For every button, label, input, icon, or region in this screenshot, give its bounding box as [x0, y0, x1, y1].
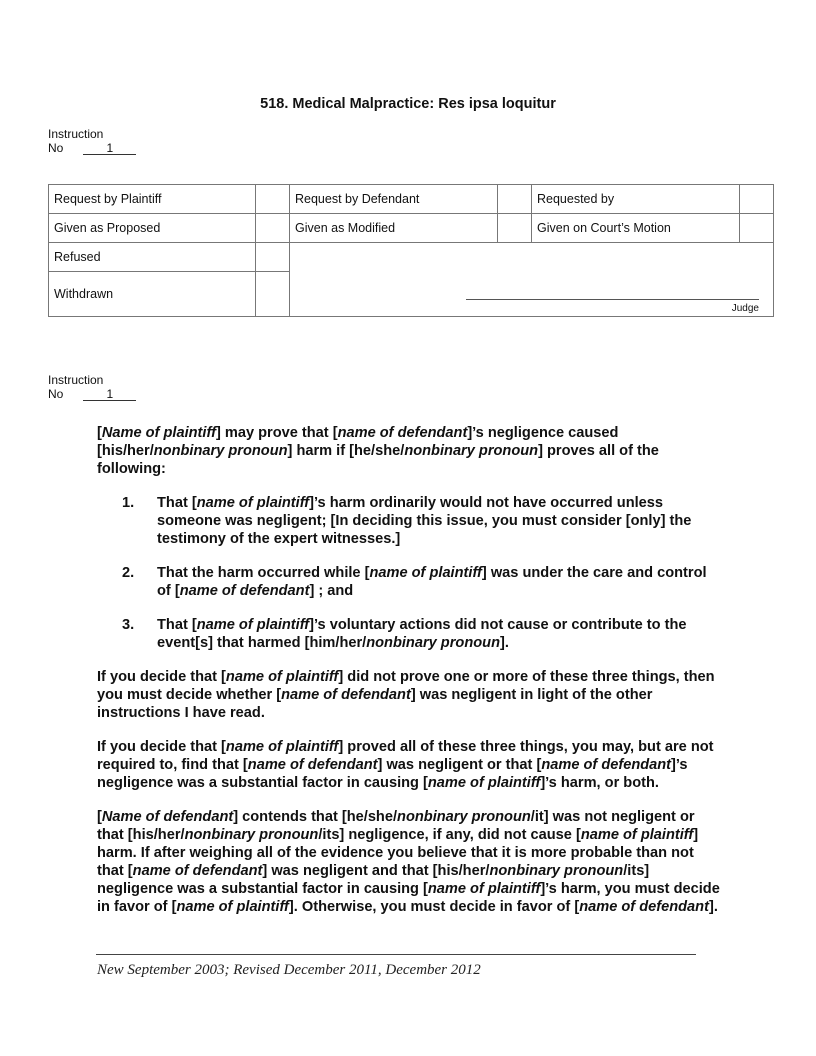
text-run: ]’s negligence caused [his/her/: [97, 425, 619, 459]
request-by-defendant-label: Request by Defendant: [290, 185, 498, 214]
placeholder-text: name of plaintiff: [580, 827, 694, 843]
paragraph: [97, 668, 722, 722]
text-run: ] contends that [he/she/: [233, 809, 398, 825]
footer-rule: [96, 954, 696, 955]
list-text: [157, 494, 722, 548]
text-run: [: [97, 425, 102, 441]
placeholder-text: name of defendant: [179, 583, 310, 599]
page-title: 518. Medical Malpractice: Res ipsa loquitur: [260, 96, 556, 112]
paragraph: [97, 808, 722, 916]
judge-signature-line[interactable]: [466, 299, 759, 300]
text-run: /it] was not negligent or that [his/her/: [97, 809, 695, 843]
placeholder-text: name of defendant: [281, 687, 411, 703]
list-number: 2.: [122, 565, 135, 581]
request-by-defendant-box[interactable]: [498, 185, 532, 214]
given-on-courts-motion-label: Given on Court’s Motion: [532, 214, 740, 243]
text-run: ]’s harm ordinarily would not have occurred unless someone was negligent; [In deciding this issue, you must consider [only] the testimony of the expert witnesses.]: [157, 495, 692, 547]
instruction-label: Instruction: [48, 373, 104, 387]
text-run: ].: [499, 635, 509, 651]
text-run: ].: [708, 899, 718, 915]
text-run: /its] negligence was a substantial factor in causing [: [97, 863, 650, 897]
list-number: 3.: [122, 617, 135, 633]
list-text: [157, 616, 722, 652]
text-run: ] did not prove one or more of these three things, then you must decide whether [: [97, 669, 715, 703]
placeholder-text: name of plaintiff: [369, 565, 482, 581]
placeholder-text: name of plaintiff: [176, 899, 289, 915]
judge-label: Judge: [731, 303, 759, 314]
placeholder-text: nonbinary pronoun: [404, 443, 539, 459]
text-run: ] was negligent in light of the other instructions I have read.: [97, 687, 653, 721]
text-run: ] ; and: [309, 583, 354, 599]
text-run: ]. Otherwise, you must decide in favor of [: [288, 899, 580, 915]
placeholder-text: name of defendant: [132, 863, 263, 879]
text-run: ] was under the care and control of [: [157, 565, 707, 599]
placeholder-text: nonbinary pronoun: [489, 863, 624, 879]
no-label: No: [48, 387, 64, 401]
withdrawn-box[interactable]: [256, 272, 290, 317]
list-item: [97, 564, 722, 600]
placeholder-text: nonbinary pronoun: [153, 443, 288, 459]
given-on-courts-motion-box[interactable]: [740, 214, 774, 243]
text-run: If you decide that [: [97, 739, 226, 755]
given-as-proposed-box[interactable]: [256, 214, 290, 243]
text-run: ] proved all of these three things, you may, but are not required to, find that [: [97, 739, 714, 773]
placeholder-text: name of plaintiff: [196, 495, 310, 511]
placeholder-text: name of plaintiff: [427, 881, 541, 897]
text-run: /its] negligence, if any, did not cause [: [318, 827, 581, 843]
text-run: That [: [157, 495, 197, 511]
text-run: ] harm. If after weighing all of the evidence you believe that it is more probable than not that [: [97, 827, 699, 879]
placeholder-text: name of plaintiff: [196, 617, 310, 633]
placeholder-text: name of plaintiff: [427, 775, 541, 791]
text-run: That [: [157, 617, 197, 633]
list-item: [97, 494, 722, 548]
placeholder-text: name of defendant: [541, 757, 672, 773]
paragraph: [97, 424, 722, 478]
placeholder-text: nonbinary pronoun: [184, 827, 319, 843]
text-run: If you decide that [: [97, 669, 226, 685]
request-by-plaintiff-label: Request by Plaintiff: [49, 185, 256, 214]
placeholder-text: name of defendant: [247, 757, 378, 773]
given-as-proposed-label: Given as Proposed: [49, 214, 256, 243]
instruction-number-bottom: [48, 373, 136, 401]
placeholder-text: name of defendant: [579, 899, 709, 915]
placeholder-text: name of defendant: [337, 425, 468, 441]
placeholder-text: nonbinary pronoun: [366, 635, 500, 651]
instruction-label: Instruction: [48, 127, 104, 141]
text-run: ] may prove that [: [215, 425, 338, 441]
text-run: ] proves all of the following:: [97, 443, 659, 477]
text-run: [: [97, 809, 102, 825]
text-run: ] harm if [he/she/: [287, 443, 405, 459]
requested-by-box[interactable]: [740, 185, 774, 214]
requested-by-label: Requested by: [532, 185, 740, 214]
text-run: ]’s voluntary actions did not cause or contribute to the event[s] that harmed [him/her/: [157, 617, 687, 651]
revision-note: New September 2003; Revised December 2011, December 2012: [97, 962, 481, 978]
placeholder-text: nonbinary pronoun: [397, 809, 531, 825]
instruction-number: 1: [83, 388, 136, 401]
text-run: That the harm occurred while [: [157, 565, 370, 581]
placeholder-text: Name of plaintiff: [101, 425, 216, 441]
judge-signature-area: [290, 243, 774, 317]
no-label: No: [48, 141, 64, 155]
refused-box[interactable]: [256, 243, 290, 272]
withdrawn-label: Withdrawn: [49, 272, 256, 317]
text-run: ] was negligent and that [his/her/: [262, 863, 490, 879]
given-as-modified-label: Given as Modified: [290, 214, 498, 243]
list-item: [97, 616, 722, 652]
text-run: ] was negligent or that [: [377, 757, 542, 773]
paragraph: [97, 738, 722, 792]
list-number: 1.: [122, 495, 135, 511]
given-as-modified-box[interactable]: [498, 214, 532, 243]
instruction-number-top: [48, 127, 136, 155]
placeholder-text: Name of defendant: [101, 809, 234, 825]
placeholder-text: name of plaintiff: [225, 739, 339, 755]
text-run: ]’s harm, or both.: [540, 775, 659, 791]
instruction-number: 1: [83, 142, 136, 155]
request-table: [48, 184, 774, 317]
request-by-plaintiff-box[interactable]: [256, 185, 290, 214]
refused-label: Refused: [49, 243, 256, 272]
list-text: [157, 564, 722, 600]
placeholder-text: name of plaintiff: [225, 669, 339, 685]
text-run: ]’s harm, you must decide in favor of [: [97, 881, 720, 915]
text-run: ]’s negligence was a substantial factor in causing [: [97, 757, 688, 791]
instruction-body: [97, 424, 722, 932]
